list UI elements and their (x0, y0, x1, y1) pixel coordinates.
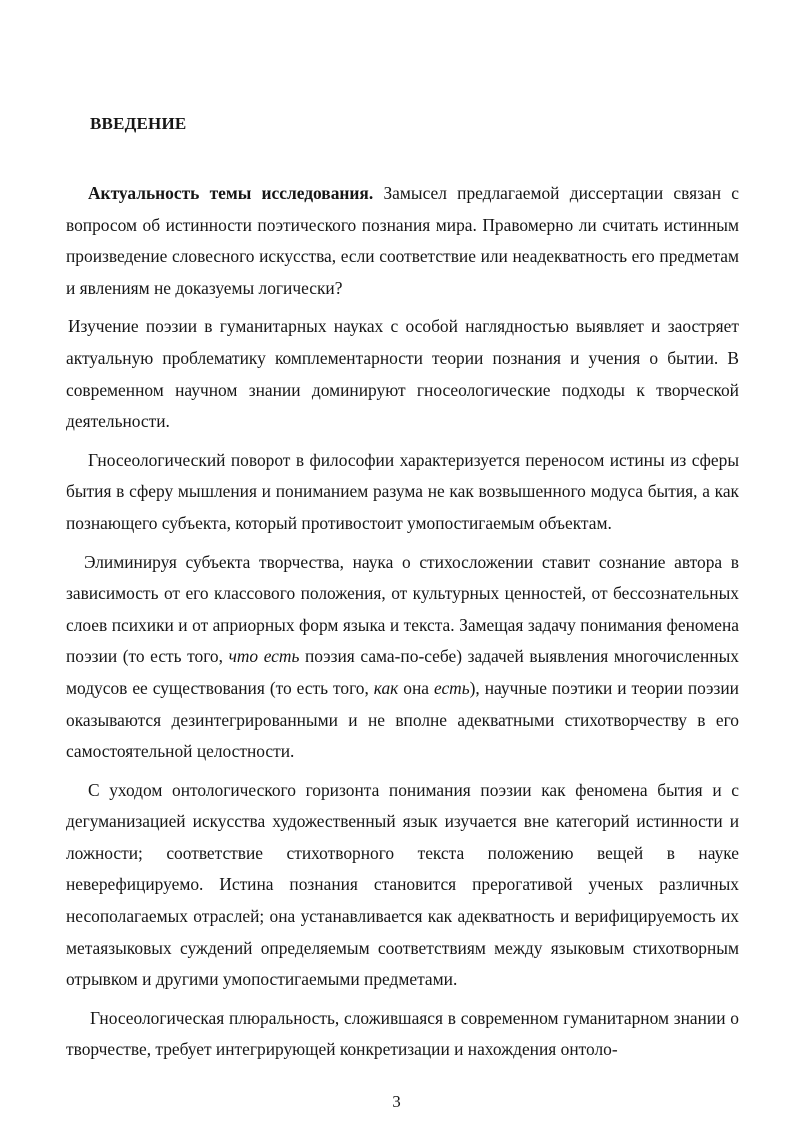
paragraph-text: она (398, 677, 434, 698)
italic-phrase: есть (433, 677, 470, 698)
paragraph: Гносеологический поворот в философии характеризуется переносом истины из сферы бытия в сферу мышления и пониманием разума не как возвышенного модуса бытия, а как познающего субъекта, который противостоит умопостигаемым объектам. (66, 449, 739, 533)
paragraph-text: Элиминируя субъекта творчества, наука о стихосложении ставит сознание автора в зависимость от его классового положения, от культурных ценностей, от бессознательных слоев психики и от априорных форм языка и текста. Замещая задачу понимания феномена поэзии (то есть того, (66, 551, 739, 667)
paragraph-relevance (66, 178, 739, 304)
paragraph-lead: Актуальность темы исследования. (88, 183, 374, 203)
italic-phrase: как (373, 677, 399, 698)
paragraph-text: Замысел предлагаемой диссертации связан с вопросом об истинности поэтического познания мира. Правомерно ли считать истинным произведение словесного искусства, если соответствие или неадекватность его предметам и явлениям не доказуемы логически? (66, 183, 739, 298)
paragraph: Изучение поэзии в гуманитарных науках с особой наглядностью выявляет и заостряет актуальную проблематику комплементарности теории познания и учения о бытии. В современном научном знании доминируют гносеологические подходы к творческой деятельности. (66, 316, 739, 432)
italic-phrase: что есть (228, 646, 300, 667)
paragraph-text: ), научные поэтики и теории поэзии оказываются дезинтегрированными и не вполне адекватными стихотворчеству в его самостоятельной целостности. (66, 677, 739, 762)
section-heading: ВВЕДЕНИЕ (90, 114, 187, 133)
paragraph (66, 547, 739, 768)
body-text (66, 178, 739, 1066)
paragraph: С уходом онтологического горизонта понимания поэзии как феномена бытия и с дегуманизацией искусства художественный язык изучается вне категорий истинности и ложности; соответствие стихотворного текста положению вещей в науке неверефицируемо. Истина познания становится прерогативой ученых различных несополагаемых отраслей; она устанавливается как адекватность и верифицируемость их метаязыковых суждений определяемым соответствиям между языковым стихотворным отрывком и другими умопостигаемыми предметами. (66, 779, 739, 990)
paragraph: Гносеологическая плюральность, сложившаяся в современном гуманитарном знании о творчестве, требует интегрирующей конкретизации и нахождения онтоло- (66, 1007, 739, 1060)
page-number: 3 (392, 1092, 401, 1111)
paragraph-text: поэзия сама-по-себе) задачей выявления многочисленных модусов ее существования (то есть того, (66, 646, 739, 698)
